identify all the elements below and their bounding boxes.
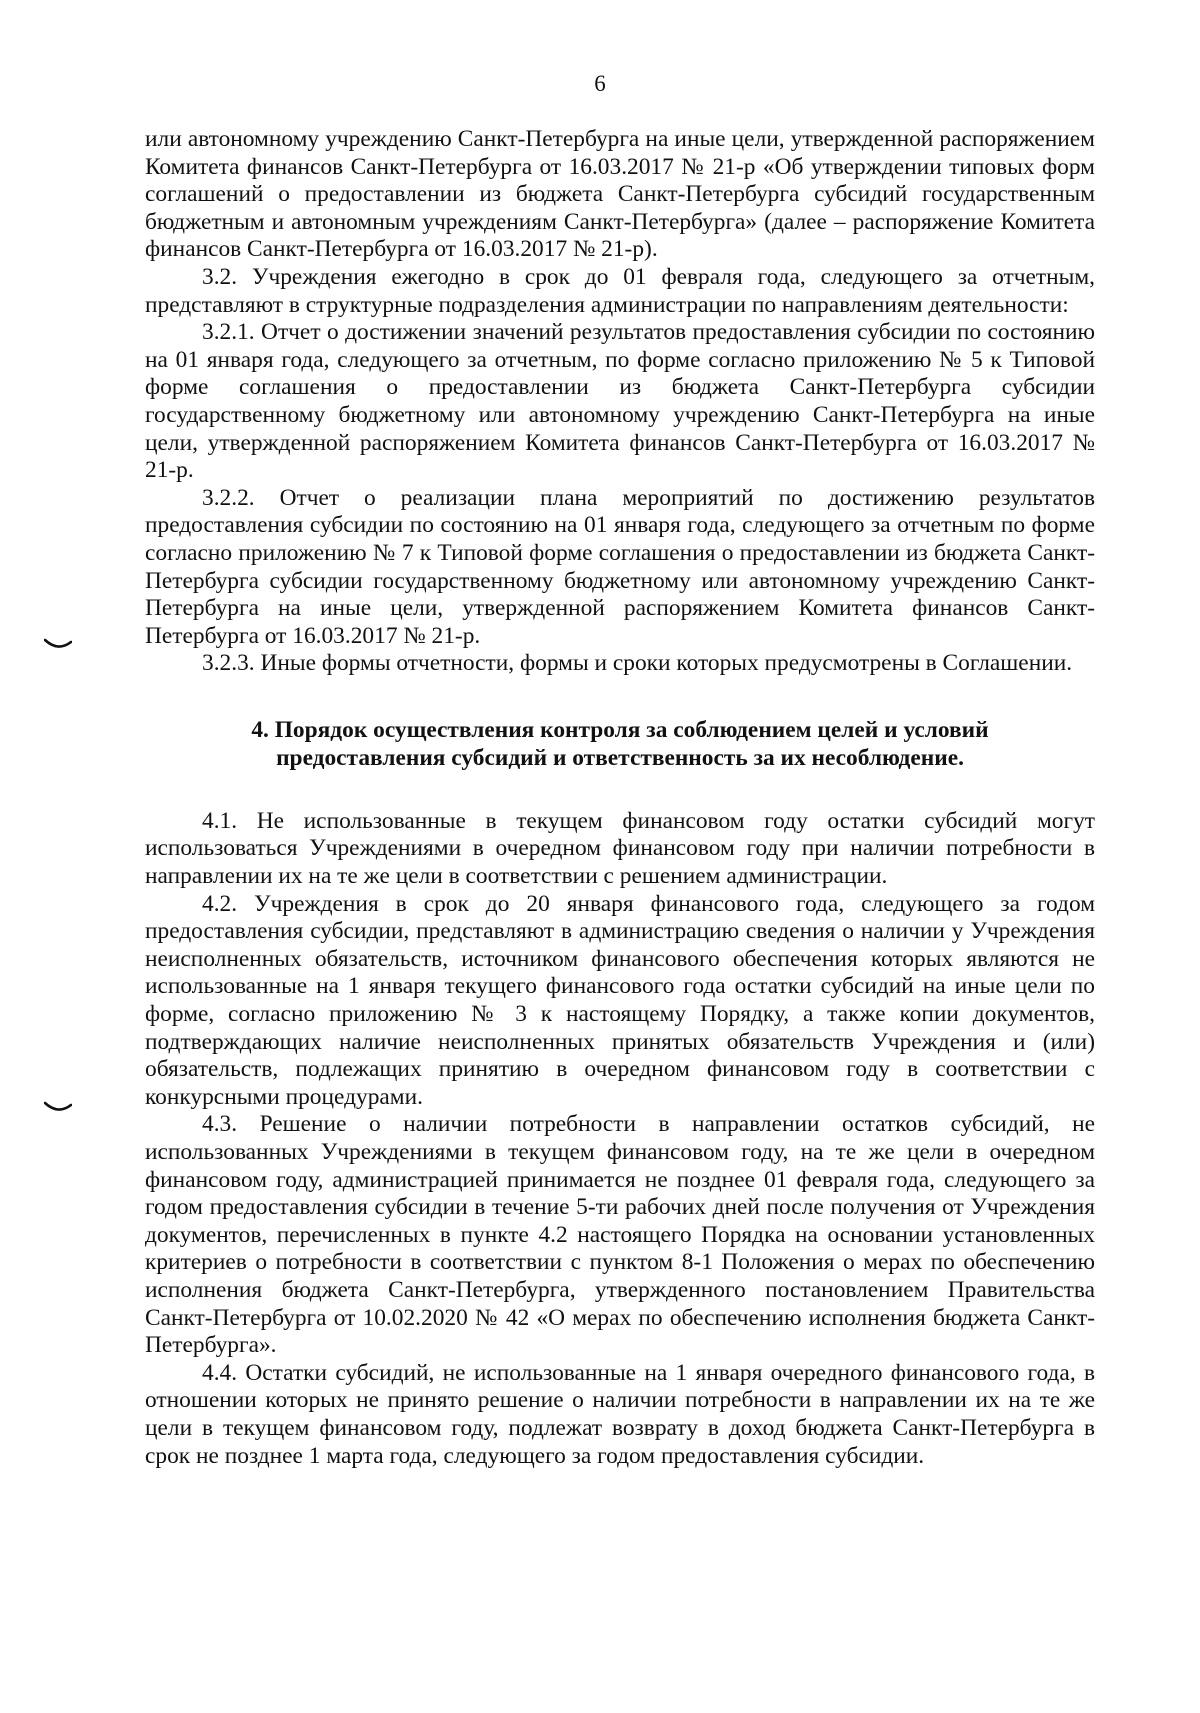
paragraph-3-2-2: 3.2.2. Отчет о реализации плана мероприятий по достижению результатов предоставления субсидии по состоянию на 01 января года, следующего за отчетным по форме согласно приложению № 7 к Типовой форме соглашения о предоставлении из бюджета Санкт-Петербурга субсидии государственному бюджетному или автономному учреждению Санкт-Петербурга на иные цели, утвержденной распоряжением Комитета финансов Санкт-Петербурга от 16.03.2017 № 21-р. — [145, 484, 1095, 649]
paragraph-3-2-3: 3.2.3. Иные формы отчетности, формы и сроки которых предусмотрены в Соглашении. — [202, 650, 1073, 677]
section-4-heading — [145, 716, 1095, 772]
paragraph-4-2: 4.2. Учреждения в срок до 20 января финансового года, следующего за годом предоставления субсидии, представляют в администрацию сведения о наличии у Учреждения неисполненных обязательств, источником финансового обеспечения которых являются не использованные на 1 января текущего финансового года остатки субсидий на иные цели по форме, согласно приложению № 3 к настоящему Порядку, а также копии документов, подтверждающих наличие неисполненных принятых обязательств Учреждения и (или) обязательств, подлежащих принятию в очередном финансовом году в соответствии с конкурсными процедурами. — [145, 890, 1095, 1110]
margin-mark-upper — [44, 638, 72, 650]
paragraph-4-3: 4.3. Решение о наличии потребности в направлении остатков субсидий, не использованных Учреждениями в текущем финансовом году, на те же цели в очередном финансовом году, администрацией принимается не позднее 01 февраля года, следующего за годом предоставления субсидии в течение 5-ти рабочих дней после получения от Учреждения документов, перечисленных в пункте 4.2 настоящего Порядка на основании установленных критериев о потребности в соответствии с пунктом 8-1 Положения о мерах по обеспечению исполнения бюджета Санкт-Петербурга, утвержденного постановлением Правительства Санкт-Петербурга от 10.02.2020 № 42 «О мерах по обеспечению исполнения бюджета Санкт-Петербурга». — [145, 1111, 1095, 1359]
page-number: 6 — [594, 71, 606, 96]
paragraph-continuation: или автономному учреждению Санкт-Петербурга на иные цели, утвержденной распоряжением Комитета финансов Санкт-Петербурга от 16.03.2017 № 21-р «Об утверждении типовых форм соглашений о предоставлении из бюджета Санкт-Петербурга субсидий государственным бюджетным и автономным учреждениям Санкт-Петербурга» (далее – распоряжение Комитета финансов Санкт-Петербурга от 16.03.2017 № 21-р). — [145, 126, 1095, 263]
paragraph-4-4: 4.4. Остатки субсидий, не использованные на 1 января очередного финансового года, в отношении которых не принято решение о наличии потребности в направлении их на те же цели в текущем финансовом году, подлежат возврату в доход бюджета Санкт-Петербурга в срок не позднее 1 марта года, следующего за годом предоставления субсидии. — [145, 1359, 1095, 1469]
section-4-heading-line2: предоставления субсидий и ответственность за их несоблюдение. — [276, 744, 964, 771]
paragraph-4-1: 4.1. Не использованные в текущем финансовом году остатки субсидий могут использоваться Учреждениями в очередном финансовом году при наличии потребности в направлении их на те же цели в соответствии с решением администрации. — [145, 807, 1095, 890]
section-4-heading-line1: 4. Порядок осуществления контроля за соблюдением целей и условий — [251, 716, 989, 743]
margin-mark-lower — [44, 1101, 72, 1113]
document-body — [145, 126, 1095, 1470]
paragraph-3-2: 3.2. Учреждения ежегодно в срок до 01 февраля года, следующего за отчетным, представляют в структурные подразделения администрации по направлениям деятельности: — [145, 263, 1095, 318]
paragraph-3-2-1: 3.2.1. Отчет о достижении значений результатов предоставления субсидии по состоянию на 01 января года, следующего за отчетным, по форме согласно приложению № 5 к Типовой форме соглашения о предоставлении из бюджета Санкт-Петербурга субсидии государственному бюджетному или автономному учреждению Санкт-Петербурга на иные цели, утвержденной распоряжением Комитета финансов Санкт-Петербурга от 16.03.2017 № 21-р. — [145, 319, 1095, 484]
